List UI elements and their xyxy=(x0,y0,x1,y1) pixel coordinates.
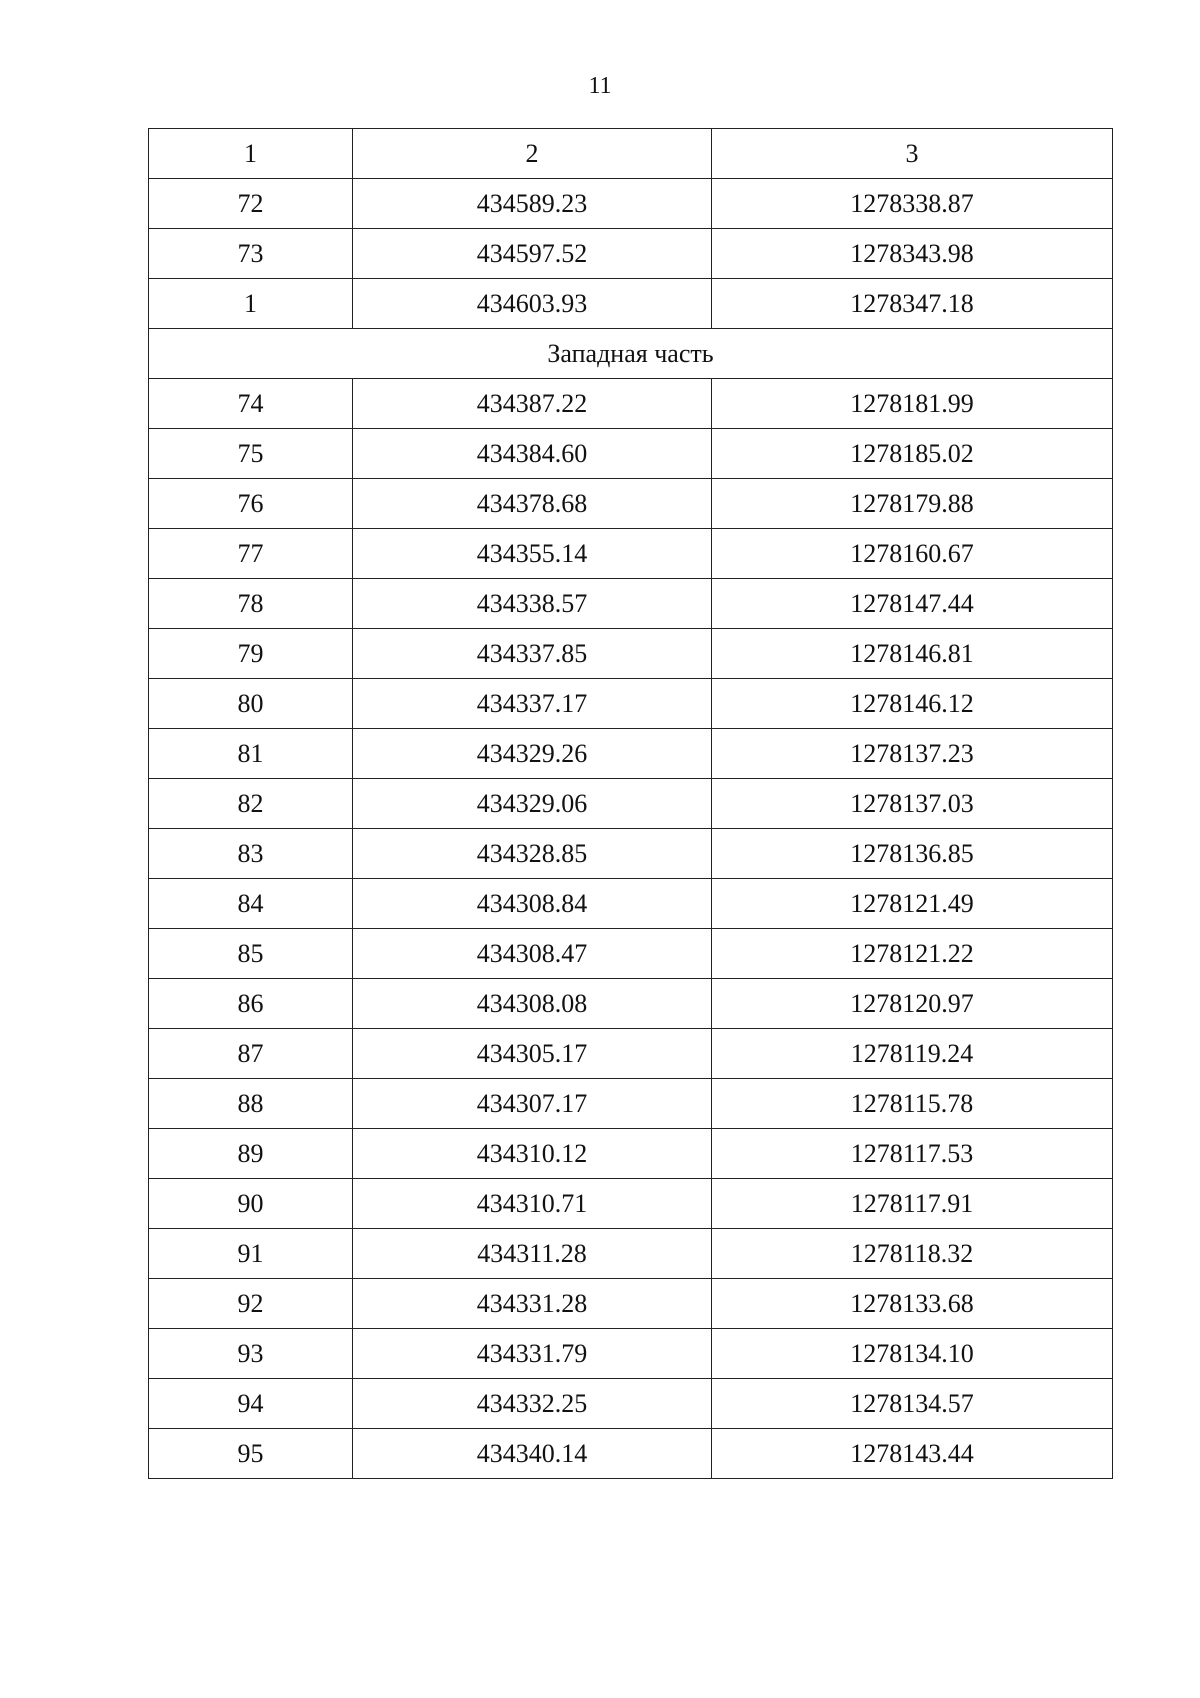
cell-point-number: 79 xyxy=(149,629,353,679)
table-row xyxy=(149,579,1113,629)
cell-x-coordinate: 434337.85 xyxy=(353,629,712,679)
cell-point-number: 89 xyxy=(149,1129,353,1179)
cell-point-number: 92 xyxy=(149,1279,353,1329)
table-row xyxy=(149,1279,1113,1329)
cell-x-coordinate: 434331.79 xyxy=(353,1329,712,1379)
cell-y-coordinate: 1278160.67 xyxy=(712,529,1113,579)
cell-y-coordinate: 1278136.85 xyxy=(712,829,1113,879)
cell-x-coordinate: 434597.52 xyxy=(353,229,712,279)
cell-point-number: 87 xyxy=(149,1029,353,1079)
table-row xyxy=(149,529,1113,579)
cell-x-coordinate: 434329.26 xyxy=(353,729,712,779)
cell-y-coordinate: 1278119.24 xyxy=(712,1029,1113,1079)
cell-x-coordinate: 434328.85 xyxy=(353,829,712,879)
cell-y-coordinate: 1278146.81 xyxy=(712,629,1113,679)
cell-x-coordinate: 434378.68 xyxy=(353,479,712,529)
table-row xyxy=(149,1129,1113,1179)
table-row xyxy=(149,929,1113,979)
cell-y-coordinate: 1278121.49 xyxy=(712,879,1113,929)
table-row xyxy=(149,679,1113,729)
cell-x-coordinate: 434603.93 xyxy=(353,279,712,329)
cell-x-coordinate: 434329.06 xyxy=(353,779,712,829)
table-row xyxy=(149,629,1113,679)
cell-y-coordinate: 1278338.87 xyxy=(712,179,1113,229)
cell-point-number: 90 xyxy=(149,1179,353,1229)
cell-x-coordinate: 434311.28 xyxy=(353,1229,712,1279)
table-body xyxy=(149,129,1113,1479)
cell-y-coordinate: 1278181.99 xyxy=(712,379,1113,429)
cell-point-number: 82 xyxy=(149,779,353,829)
cell-point-number: 77 xyxy=(149,529,353,579)
cell-x-coordinate: 434331.28 xyxy=(353,1279,712,1329)
cell-point-number: 1 xyxy=(149,279,353,329)
cell-point-number: 95 xyxy=(149,1429,353,1479)
cell-y-coordinate: 1278347.18 xyxy=(712,279,1113,329)
table-row xyxy=(149,729,1113,779)
table-row xyxy=(149,179,1113,229)
cell-point-number: 74 xyxy=(149,379,353,429)
cell-y-coordinate: 1278147.44 xyxy=(712,579,1113,629)
cell-x-coordinate: 434387.22 xyxy=(353,379,712,429)
cell-point-number: 84 xyxy=(149,879,353,929)
cell-point-number: 93 xyxy=(149,1329,353,1379)
cell-x-coordinate: 434332.25 xyxy=(353,1379,712,1429)
cell-point-number: 80 xyxy=(149,679,353,729)
cell-x-coordinate: 434308.08 xyxy=(353,979,712,1029)
cell-y-coordinate: 1278143.44 xyxy=(712,1429,1113,1479)
cell-y-coordinate: 1278115.78 xyxy=(712,1079,1113,1129)
cell-y-coordinate: 1278146.12 xyxy=(712,679,1113,729)
cell-point-number: 88 xyxy=(149,1079,353,1129)
cell-point-number: 85 xyxy=(149,929,353,979)
column-header-x: 2 xyxy=(353,129,712,179)
cell-x-coordinate: 434384.60 xyxy=(353,429,712,479)
cell-point-number: 86 xyxy=(149,979,353,1029)
cell-y-coordinate: 1278118.32 xyxy=(712,1229,1113,1279)
cell-point-number: 83 xyxy=(149,829,353,879)
cell-point-number: 76 xyxy=(149,479,353,529)
cell-point-number: 72 xyxy=(149,179,353,229)
cell-x-coordinate: 434305.17 xyxy=(353,1029,712,1079)
table-row xyxy=(149,829,1113,879)
table-row xyxy=(149,1229,1113,1279)
table-header-row xyxy=(149,129,1113,179)
cell-x-coordinate: 434340.14 xyxy=(353,1429,712,1479)
cell-y-coordinate: 1278185.02 xyxy=(712,429,1113,479)
cell-y-coordinate: 1278120.97 xyxy=(712,979,1113,1029)
cell-y-coordinate: 1278137.03 xyxy=(712,779,1113,829)
table-row xyxy=(149,1379,1113,1429)
cell-x-coordinate: 434310.71 xyxy=(353,1179,712,1229)
table-row xyxy=(149,229,1113,279)
cell-x-coordinate: 434310.12 xyxy=(353,1129,712,1179)
table-row xyxy=(149,1079,1113,1129)
table-row xyxy=(149,429,1113,479)
column-header-point: 1 xyxy=(149,129,353,179)
coordinates-table xyxy=(148,128,1113,1479)
table-row xyxy=(149,879,1113,929)
cell-y-coordinate: 1278117.91 xyxy=(712,1179,1113,1229)
cell-y-coordinate: 1278134.57 xyxy=(712,1379,1113,1429)
section-title: Западная часть xyxy=(149,329,1113,379)
page-number: 11 xyxy=(588,73,612,99)
section-row xyxy=(149,329,1113,379)
cell-x-coordinate: 434337.17 xyxy=(353,679,712,729)
column-header-y: 3 xyxy=(712,129,1113,179)
cell-y-coordinate: 1278121.22 xyxy=(712,929,1113,979)
cell-x-coordinate: 434355.14 xyxy=(353,529,712,579)
cell-y-coordinate: 1278133.68 xyxy=(712,1279,1113,1329)
cell-y-coordinate: 1278117.53 xyxy=(712,1129,1113,1179)
cell-point-number: 75 xyxy=(149,429,353,479)
table-row xyxy=(149,279,1113,329)
table-row xyxy=(149,1429,1113,1479)
table-row xyxy=(149,379,1113,429)
cell-y-coordinate: 1278179.88 xyxy=(712,479,1113,529)
table-row xyxy=(149,779,1113,829)
cell-point-number: 91 xyxy=(149,1229,353,1279)
table-row xyxy=(149,1029,1113,1079)
cell-point-number: 81 xyxy=(149,729,353,779)
cell-x-coordinate: 434338.57 xyxy=(353,579,712,629)
cell-y-coordinate: 1278137.23 xyxy=(712,729,1113,779)
cell-x-coordinate: 434308.47 xyxy=(353,929,712,979)
table-row xyxy=(149,979,1113,1029)
cell-x-coordinate: 434308.84 xyxy=(353,879,712,929)
cell-x-coordinate: 434307.17 xyxy=(353,1079,712,1129)
cell-y-coordinate: 1278343.98 xyxy=(712,229,1113,279)
table-row xyxy=(149,479,1113,529)
table-row xyxy=(149,1179,1113,1229)
cell-y-coordinate: 1278134.10 xyxy=(712,1329,1113,1379)
cell-point-number: 73 xyxy=(149,229,353,279)
table-row xyxy=(149,1329,1113,1379)
cell-point-number: 94 xyxy=(149,1379,353,1429)
cell-x-coordinate: 434589.23 xyxy=(353,179,712,229)
cell-point-number: 78 xyxy=(149,579,353,629)
